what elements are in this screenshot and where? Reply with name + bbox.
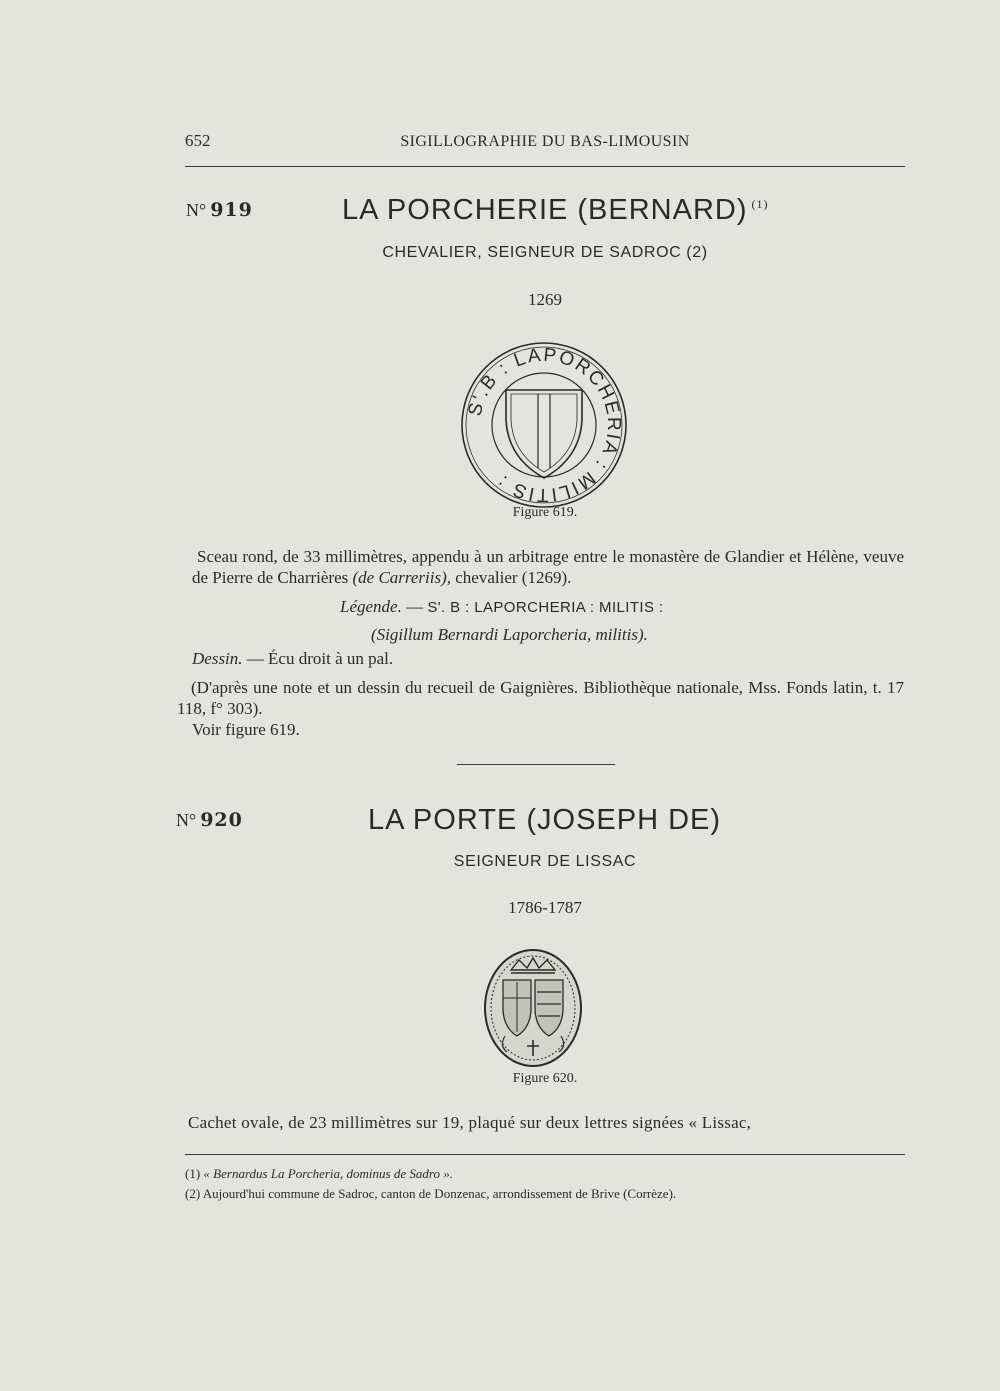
page-number: 652 (185, 131, 211, 150)
entry-919-source: (D'après une note et un dessin du recueil de Gaignières. Bibliothèque nationale, Mss. Fonds latin, t. 17 118, f° 303). (177, 678, 904, 718)
footnote-1: (1) « Bernardus La Porcheria, dominus de Sadro ». (185, 1166, 453, 1181)
seal-ring-legend: S'.B : LAPORCHERIA : MILITIS : (464, 344, 625, 506)
entry-919-date: 1269 (528, 290, 562, 309)
footnote-2: (2) Aujourd'hui commune de Sadroc, canton de Donzenac, arrondissement de Brive (Corrèze). (185, 1186, 677, 1201)
figure-620-caption: Figure 620. (512, 1071, 578, 1086)
shield-icon (506, 390, 582, 478)
seal-figure-619 (459, 340, 629, 510)
entry-separator (457, 764, 615, 765)
footnote-ref-1: (1) (751, 197, 769, 212)
entry-920-subtitle: SEIGNEUR DE LISSAC (453, 853, 637, 870)
entry-920-description: Cachet ovale, de 23 millimètres sur 19, plaqué sur deux lettres signées « Lissac, (188, 1113, 752, 1132)
running-title: SIGILLOGRAPHIE DU BAS-LIMOUSIN (400, 133, 690, 150)
entry-920-title: LA PORTE (JOSEPH DE) (368, 804, 722, 836)
entry-919-number: N° 919 (186, 199, 253, 221)
figure-619-caption: Figure 619. (512, 505, 578, 520)
running-head (185, 131, 905, 157)
entry-919-description: Sceau rond, de 33 millimètres, appendu à un arbitrage entre le monastère de Glandier et Hélène, veuve de Pierre de Charrières (de Carreriis), chevalier (1269). (192, 547, 904, 587)
footnote-rule (185, 1154, 905, 1155)
entry-920-date: 1786-1787 (508, 898, 582, 917)
entry-919-dessin: Dessin. — Écu droit à un pal. (192, 649, 394, 668)
entry-919-subtitle: CHEVALIER, SEIGNEUR DE SADROC (2) (382, 244, 708, 261)
entry-919-legend-line: Légende. — S'. B : LAPORCHERIA : MILITIS : (340, 597, 664, 616)
entry-919-legend-expansion: (Sigillum Bernardi Laporcheria, militis). (371, 625, 648, 644)
seal-figure-620 (483, 948, 583, 1068)
entry-919-see-figure: Voir figure 619. (192, 720, 300, 739)
entry-920-number: N° 920 (176, 809, 243, 831)
header-rule (185, 166, 905, 167)
entry-919-title: LA PORCHERIE (BERNARD) $^{(1)}$ (342, 194, 769, 226)
